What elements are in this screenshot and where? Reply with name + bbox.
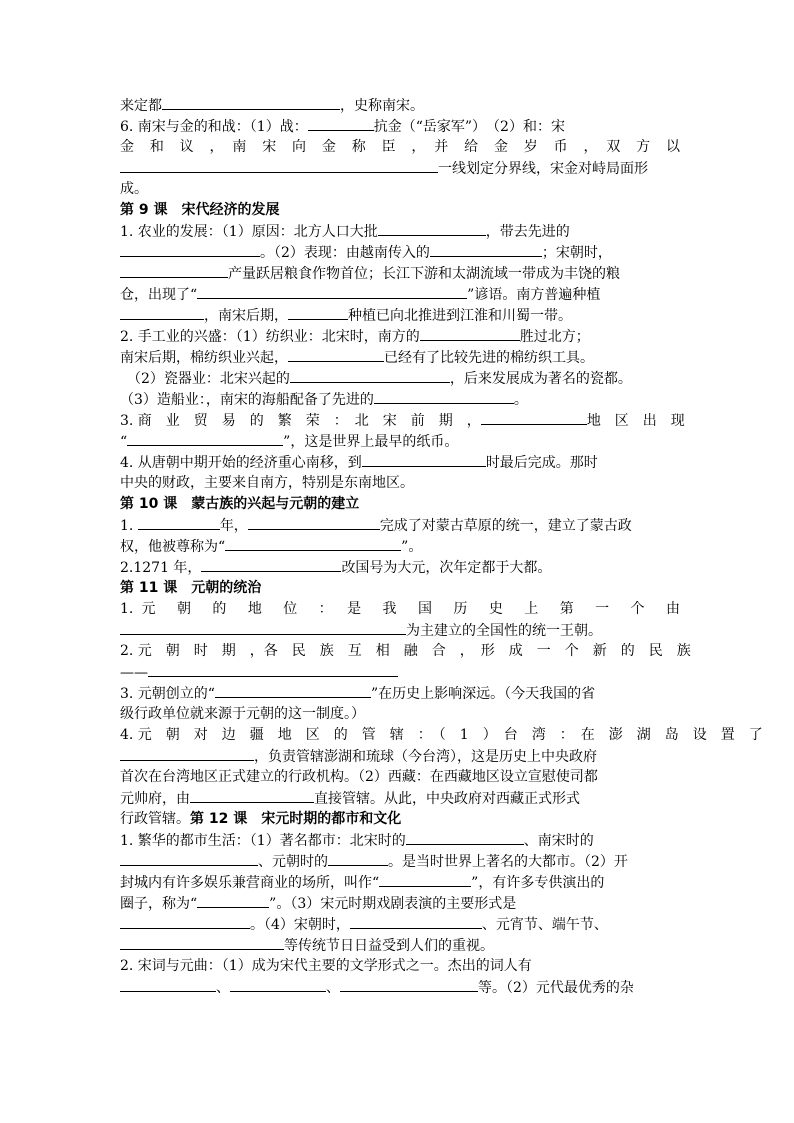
text-line: 等传统节日日益受到人们的重视。 (120, 935, 680, 956)
worksheet (120, 95, 763, 998)
text-line: 元帅府，由 直接管辖。从此，中央政府对西藏正式形式 (120, 788, 680, 809)
text-line: 2. 宋词与元曲：（1）成为宋代主要的文学形式之一。杰出的词人有 (120, 958, 532, 974)
fill-blank[interactable] (288, 305, 348, 320)
lesson-heading: 第 12 课 宋元时期的都市和文化 (190, 811, 402, 827)
fill-blank[interactable] (120, 158, 438, 173)
text-line: 仓，出现了“ ”谚语。南方普遍种植 (120, 284, 680, 305)
text-line: 行政管辖。第 12 课 宋元时期的都市和文化 (120, 811, 402, 827)
text-line: “ ”，这是世界上最早的纸币。 (120, 431, 680, 452)
fill-blank[interactable] (120, 935, 284, 950)
fill-blank[interactable] (340, 977, 478, 992)
text-line: 1. 元 朝 的 地 位 ： 是 我 国 历 史 上 第 一 个 由 (120, 601, 680, 617)
fill-blank[interactable] (288, 347, 384, 362)
fill-blank[interactable] (120, 851, 258, 866)
fill-blank[interactable] (362, 452, 486, 467)
fill-blank[interactable] (120, 263, 228, 278)
text-line: 4. 元 朝 对 边 疆 地 区 的 管 辖 ： （ 1 ） 台 湾 ： 在 澎 湖 岛 设 置 了 (120, 727, 763, 743)
text-line: 1. 年， 完成了对蒙古草原的统一，建立了蒙古政 (120, 515, 680, 536)
text-line: 一线划定分界线，宋金对峙局面形 (120, 158, 680, 179)
fill-blank[interactable] (120, 746, 254, 761)
text-line: 3. 商 业 贸 易 的 繁 荣 ： 北 宋 前 期 ， 地 区 出 现 (120, 410, 680, 431)
text-line: 南宋后期，棉纺织业兴起， 已经有了比较先进的棉纺织工具。 (120, 347, 680, 368)
text-line: 来定都 ，史称南宋。 (120, 95, 680, 116)
text-line: 1. 农业的发展：（1）原因：北方人口大批 ，带去先进的 (120, 221, 680, 242)
text-line: 。（2）表现：由越南传入的 ；宋朝时， (120, 242, 680, 263)
fill-blank[interactable] (120, 242, 260, 257)
fill-blank[interactable] (120, 305, 204, 320)
text-line: 、元朝时的 。是当时世界上著名的大都市。（2）开 (120, 851, 680, 872)
text-line: ，南宋后期， 种植已向北推进到江淮和川蜀一带。 (120, 305, 680, 326)
fill-blank[interactable] (230, 977, 326, 992)
text-line: 2.1271 年， 改国号为大元，次年定都于大都。 (120, 557, 680, 578)
text-line: 3. 元朝创立的“ ”在历史上影响深远。（今天我国的省 (120, 683, 680, 704)
text-line: 级行政单位就来源于元朝的这一制度。） (120, 706, 365, 722)
fill-blank[interactable] (420, 326, 520, 341)
text-line: （3）造船业：，南宋的海船配备了先进的 。 (120, 389, 680, 410)
fill-blank[interactable] (430, 242, 542, 257)
fill-blank[interactable] (138, 515, 220, 530)
text-line: 封城内有许多娱乐兼营商业的场所，叫作“ ”，有许多专供演出的 (120, 872, 680, 893)
fill-blank[interactable] (190, 788, 314, 803)
fill-blank[interactable] (162, 95, 340, 110)
fill-blank[interactable] (248, 515, 380, 530)
text-line: 圈子，称为“ ”。（3）宋元时期戏剧表演的主要形式是 (120, 893, 680, 914)
fill-blank[interactable] (197, 284, 467, 299)
fill-blank[interactable] (120, 620, 406, 635)
text-line: 、 、 等。（2）元代最优秀的杂 (120, 977, 680, 998)
fill-blank[interactable] (120, 914, 250, 929)
fill-blank[interactable] (120, 977, 216, 992)
text-line: 产量跃居粮食作物首位；长江下游和太湖流域一带成为丰饶的粮 (120, 263, 680, 284)
fill-blank[interactable] (379, 872, 471, 887)
fill-blank[interactable] (201, 557, 341, 572)
text-line: 6. 南宋与金的和战：（1）战： 抗金（“岳家军”） （2）和：宋 (120, 116, 680, 137)
text-line: 2. 元 朝 时 期 ，各 民 族 互 相 融 合 ， 形 成 一 个 新 的 民 族 (120, 643, 691, 659)
fill-blank[interactable] (350, 914, 482, 929)
fill-blank[interactable] (374, 389, 514, 404)
lesson-heading: 第 9 课 宋代经济的发展 (120, 202, 280, 218)
fill-blank[interactable] (197, 893, 269, 908)
text-line: （2）瓷器业：北宋兴起的 ，后来发展成为著名的瓷都。 (120, 368, 680, 389)
fill-blank[interactable] (378, 221, 486, 236)
fill-blank[interactable] (481, 410, 587, 425)
fill-blank[interactable] (308, 116, 374, 131)
lesson-heading: 第 11 课 元朝的统治 (120, 580, 262, 596)
text-line: ，负责管辖澎湖和琉球（今台湾），这是历史上中央政府 (120, 746, 680, 767)
text-line: 首次在台湾地区正式建立的行政机构。（2）西藏：在西藏地区设立宣慰使司都 (120, 769, 598, 785)
lesson-heading: 第 10 课 蒙古族的兴起与元朝的建立 (120, 496, 360, 512)
fill-blank[interactable] (225, 536, 401, 551)
text-line: 。（4）宋朝时， 、元宵节、端午节、 (120, 914, 680, 935)
text-line: 金 和 议 ， 南 宋 向 金 称 臣 ， 并 给 金 岁 币 ， 双 方 以 (120, 139, 680, 155)
text-line: 中央的财政，主要来自南方，特别是东南地区。 (120, 475, 414, 491)
text-line: 2. 手工业的兴盛：（1）纺织业：北宋时，南方的 胜过北方； (120, 326, 680, 347)
text-line: 1. 繁华的都市生活：（1）著名都市：北宋时的 、南宋时的 (120, 830, 680, 851)
fill-blank[interactable] (127, 431, 283, 446)
text-line: 权，他被尊称为“ ”。 (120, 536, 680, 557)
fill-blank[interactable] (215, 683, 371, 698)
fill-blank[interactable] (290, 368, 450, 383)
text-line: 为主建立的全国性的统一王朝。 (120, 620, 680, 641)
fill-blank[interactable] (406, 830, 524, 845)
text-line: 4. 从唐朝中期开始的经济重心南移，到 时最后完成。那时 (120, 452, 680, 473)
text-line: —— (120, 662, 680, 683)
fill-blank[interactable] (328, 851, 388, 866)
text-line: 成。 (120, 181, 148, 197)
fill-blank[interactable] (148, 662, 398, 677)
